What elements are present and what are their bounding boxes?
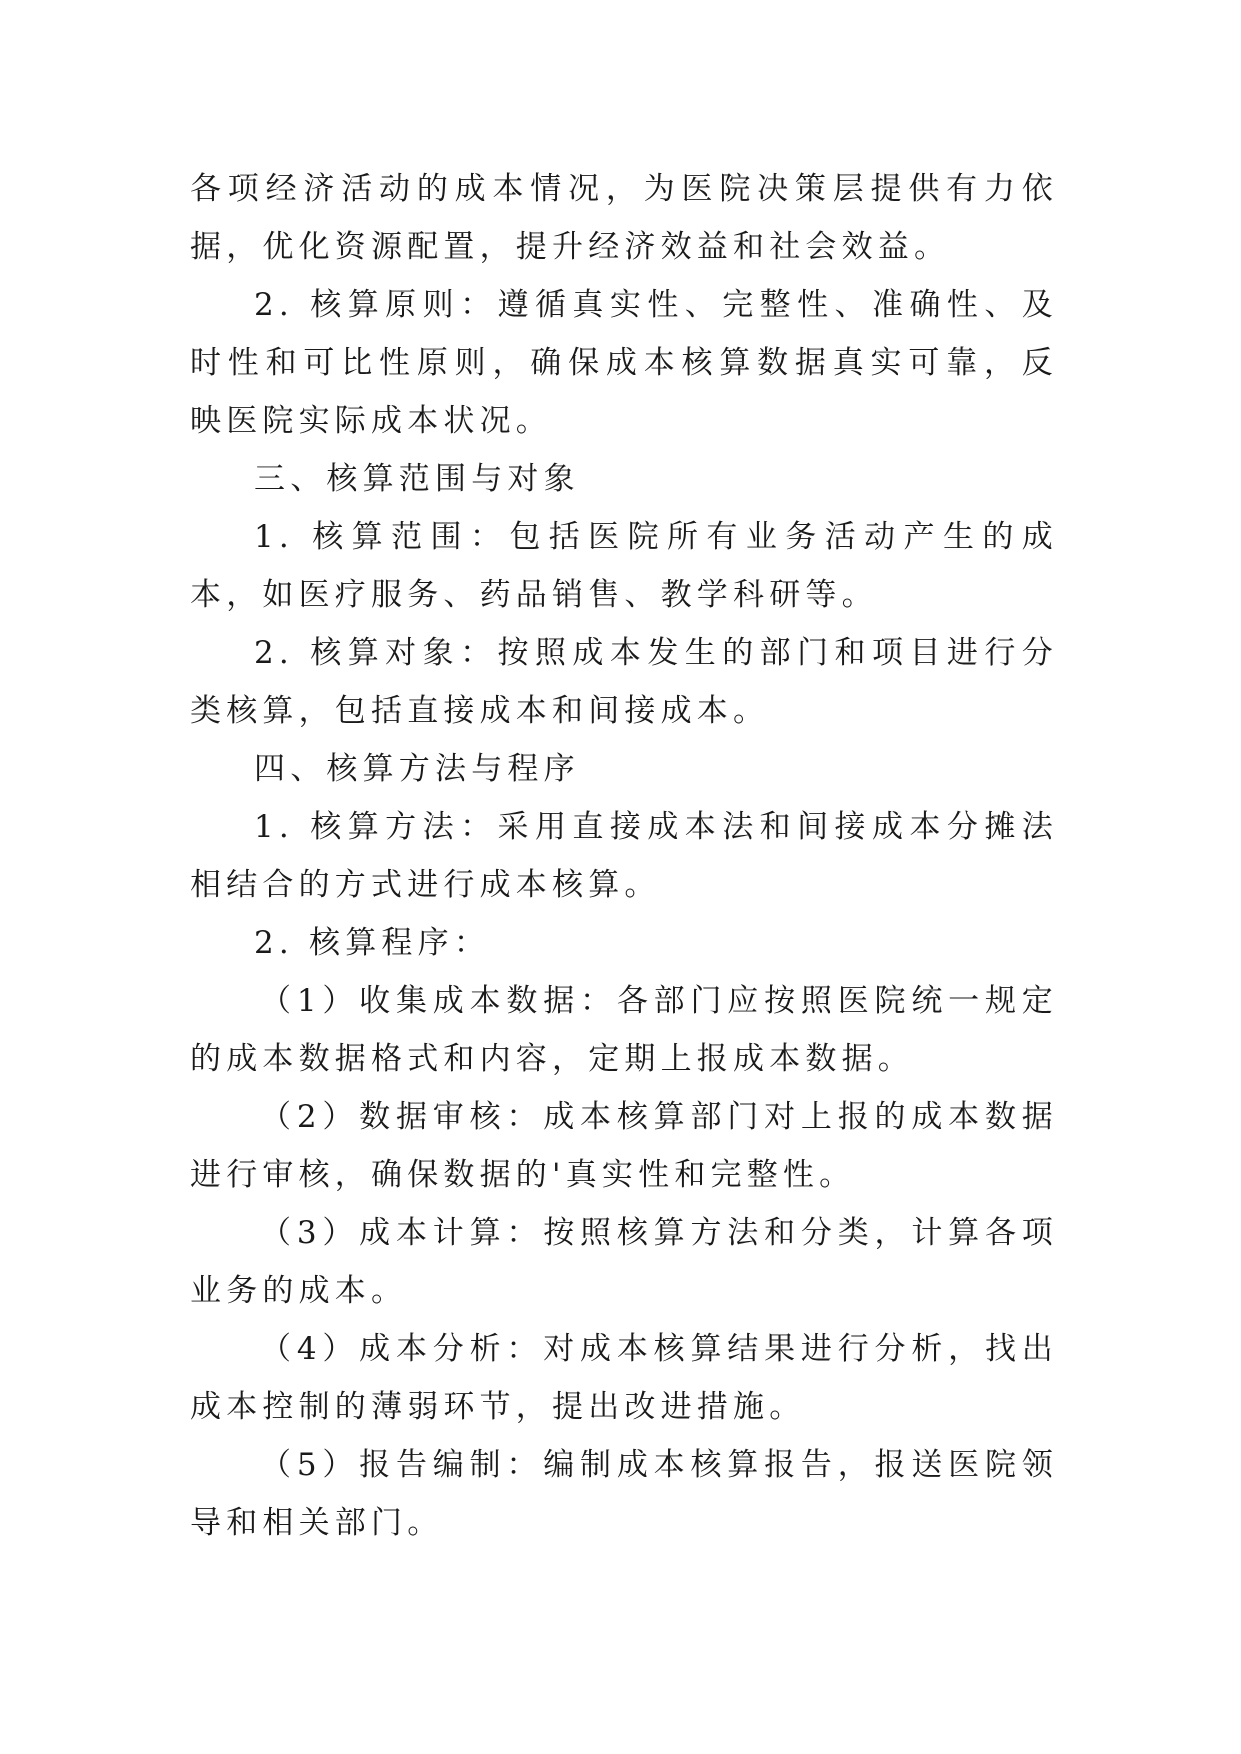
document-body — [190, 160, 1058, 1552]
procedure-step-cost-analysis: （4）成本分析：对成本核算结果进行分析，找出成本控制的薄弱环节，提出改进措施。 — [190, 1331, 1058, 1425]
paragraph-intro-continuation: 各项经济活动的成本情况，为医院决策层提供有力依据，优化资源配置，提升经济效益和社会效益。 — [190, 171, 1058, 265]
paragraph-accounting-procedures: 2. 核算程序： — [254, 925, 491, 961]
procedure-step-report-compilation: （5）报告编制：编制成本核算报告，报送医院领导和相关部门。 — [190, 1447, 1058, 1541]
paragraph-accounting-objects: 2. 核算对象：按照成本发生的部门和项目进行分类核算，包括直接成本和间接成本。 — [190, 635, 1058, 729]
procedure-step-cost-calculation: （3）成本计算：按照核算方法和分类，计算各项业务的成本。 — [190, 1215, 1058, 1309]
section-heading-methods-and-procedures: 四、核算方法与程序 — [254, 751, 580, 787]
procedure-step-collect-data: （1）收集成本数据：各部门应按照医院统一规定的成本数据格式和内容，定期上报成本数据。 — [190, 983, 1058, 1077]
paragraph-accounting-methods: 1. 核算方法：采用直接成本法和间接成本分摊法相结合的方式进行成本核算。 — [190, 809, 1058, 903]
section-heading-scope-and-objects: 三、核算范围与对象 — [254, 461, 580, 497]
paragraph-accounting-scope: 1. 核算范围：包括医院所有业务活动产生的成本，如医疗服务、药品销售、教学科研等。 — [190, 519, 1058, 613]
paragraph-accounting-principles: 2. 核算原则：遵循真实性、完整性、准确性、及时性和可比性原则，确保成本核算数据真实可靠，反映医院实际成本状况。 — [190, 287, 1058, 439]
procedure-step-data-review: （2）数据审核：成本核算部门对上报的成本数据进行审核，确保数据的'真实性和完整性。 — [190, 1099, 1058, 1193]
